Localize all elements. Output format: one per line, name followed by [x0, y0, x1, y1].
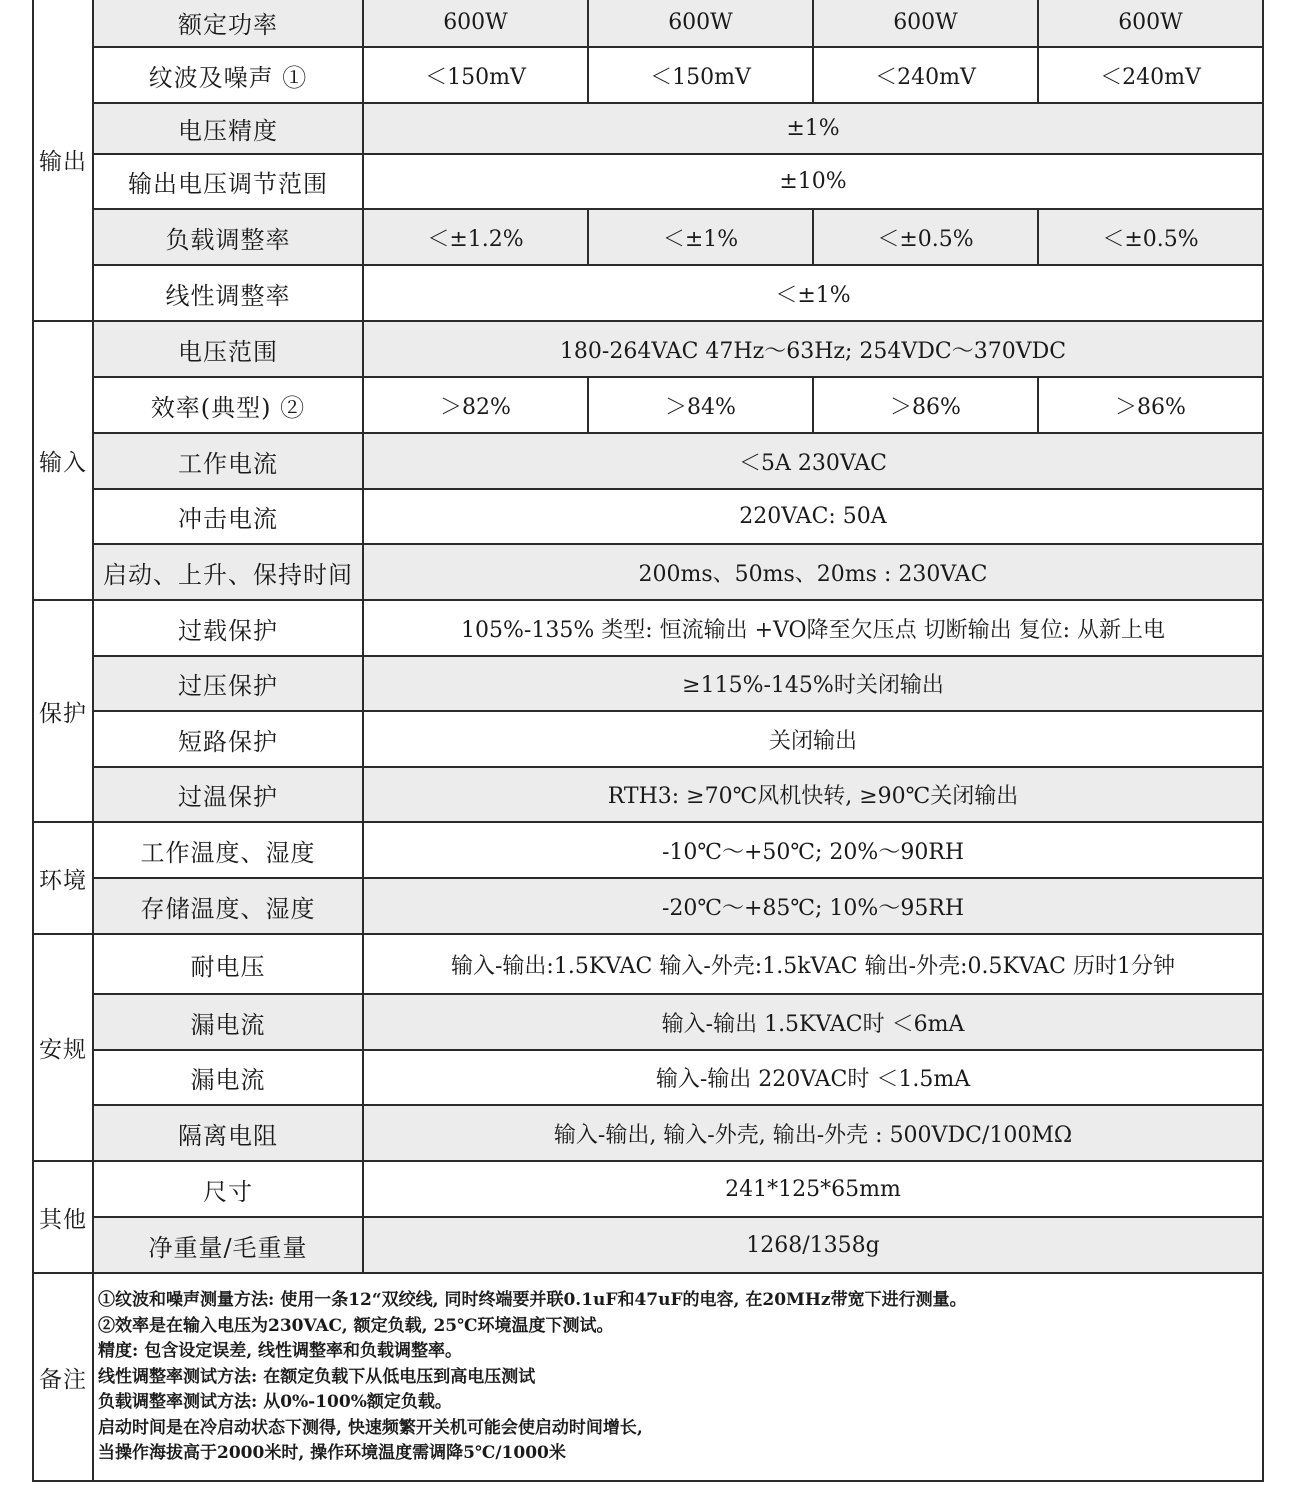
label-line-regulation: 线性调整率	[93, 265, 363, 321]
label-overvoltage: 过压保护	[93, 656, 363, 711]
value-load-regulation-1: ＜±1.2%	[363, 209, 588, 265]
value-short-circuit: 关闭输出	[363, 711, 1263, 767]
label-dimensions: 尺寸	[93, 1161, 363, 1217]
value-efficiency-4: ＞86%	[1038, 377, 1263, 433]
row-voltage-range	[33, 321, 1263, 377]
note-line: 负载调整率测试方法: 从0%-100%额定负载。	[98, 1392, 452, 1412]
row-load-regulation	[33, 209, 1263, 265]
label-withstand: 耐电压	[93, 934, 363, 994]
row-dimensions	[33, 1161, 1263, 1217]
value-leakage-1: 输入-输出 1.5KVAC时 ＜6mA	[363, 994, 1263, 1050]
label-voltage-range: 电压范围	[93, 321, 363, 377]
label-timing: 启动、上升、保持时间	[93, 544, 363, 600]
value-weight: 1268/1358g	[363, 1217, 1263, 1273]
value-withstand: 输入-输出:1.5KVAC 输入-外壳:1.5kVAC 输出-外壳:0.5KVAC 历时1分钟	[363, 934, 1263, 994]
row-op-temp	[33, 822, 1263, 878]
label-storage-temp: 存储温度、湿度	[93, 878, 363, 934]
value-isolation: 输入-输出, 输入-外壳, 输出-外壳 : 500VDC/100MΩ	[363, 1105, 1263, 1161]
row-overvoltage	[33, 656, 1263, 711]
value-efficiency-3: ＞86%	[813, 377, 1038, 433]
row-inrush-current	[33, 489, 1263, 544]
value-voltage-range: 180-264VAC 47Hz～63Hz; 254VDC～370VDC	[363, 321, 1263, 377]
label-isolation: 隔离电阻	[93, 1105, 363, 1161]
label-load-regulation: 负载调整率	[93, 209, 363, 265]
value-load-regulation-2: ＜±1%	[588, 209, 813, 265]
row-leakage-1	[33, 994, 1263, 1050]
row-withstand	[33, 934, 1263, 994]
label-overtemp: 过温保护	[93, 767, 363, 822]
value-rated-power-4: 600W	[1038, 0, 1263, 47]
value-voltage-accuracy: ±1%	[363, 103, 1263, 154]
group-other: 其他	[33, 1161, 93, 1273]
value-storage-temp: -20℃～+85℃; 10%～95RH	[363, 878, 1263, 934]
row-working-current	[33, 433, 1263, 489]
value-dimensions: 241*125*65mm	[363, 1161, 1263, 1217]
row-output-voltage-adj	[33, 154, 1263, 209]
value-overtemp: RTH3: ≥70℃风机快转, ≥90℃关闭输出	[363, 767, 1263, 822]
label-working-current: 工作电流	[93, 433, 363, 489]
group-safety: 安规	[33, 934, 93, 1161]
row-short-circuit	[33, 711, 1263, 767]
value-rated-power-3: 600W	[813, 0, 1038, 47]
label-leakage-2: 漏电流	[93, 1050, 363, 1105]
row-voltage-accuracy	[33, 103, 1263, 154]
label-voltage-accuracy: 电压精度	[93, 103, 363, 154]
value-efficiency-2: ＞84%	[588, 377, 813, 433]
value-ripple-noise-4: ＜240mV	[1038, 47, 1263, 103]
note-line: ①纹波和噪声测量方法: 使用一条12“双绞线, 同时终端要并联0.1uF和47uF的电容, 在20MHz带宽下进行测量。	[98, 1290, 967, 1310]
row-overtemp	[33, 767, 1263, 822]
row-ripple-noise	[33, 47, 1263, 103]
value-leakage-2: 输入-输出 220VAC时 ＜1.5mA	[363, 1050, 1263, 1105]
group-environment: 环境	[33, 822, 93, 934]
row-overload	[33, 600, 1263, 656]
group-protection: 保护	[33, 600, 93, 822]
row-line-regulation	[33, 265, 1263, 321]
value-efficiency-1: ＞82%	[363, 377, 588, 433]
value-ripple-noise-3: ＜240mV	[813, 47, 1038, 103]
notes-block	[93, 1273, 1263, 1481]
value-op-temp: -10℃～+50℃; 20%～90RH	[363, 822, 1263, 878]
value-working-current: ＜5A 230VAC	[363, 433, 1263, 489]
note-line: ②效率是在输入电压为230VAC, 额定负载, 25℃环境温度下测试。	[98, 1315, 614, 1336]
row-storage-temp	[33, 878, 1263, 934]
value-ripple-noise-1: ＜150mV	[363, 47, 588, 103]
label-efficiency: 效率(典型) ②	[93, 377, 363, 433]
value-load-regulation-4: ＜±0.5%	[1038, 209, 1263, 265]
label-weight: 净重量/毛重量	[93, 1217, 363, 1273]
row-timing	[33, 544, 1263, 600]
value-overload: 105%-135% 类型: 恒流输出 +VO降至欠压点 切断输出 复位: 从新上电	[363, 600, 1263, 656]
row-leakage-2	[33, 1050, 1263, 1105]
value-rated-power-1: 600W	[363, 0, 588, 47]
value-inrush-current: 220VAC: 50A	[363, 489, 1263, 544]
value-ripple-noise-2: ＜150mV	[588, 47, 813, 103]
group-input: 输入	[33, 321, 93, 600]
value-overvoltage: ≥115%-145%时关闭输出	[363, 656, 1263, 711]
row-weight	[33, 1217, 1263, 1273]
label-overload: 过载保护	[93, 600, 363, 656]
label-output-voltage-adj: 输出电压调节范围	[93, 154, 363, 209]
value-line-regulation: ＜±1%	[363, 265, 1263, 321]
note-line: 精度: 包含设定误差, 线性调整率和负载调整率。	[98, 1341, 463, 1361]
note-line: 启动时间是在冷启动状态下测得, 快速频繁开关机可能会使启动时间增长,	[98, 1417, 643, 1438]
label-inrush-current: 冲击电流	[93, 489, 363, 544]
row-efficiency	[33, 377, 1263, 433]
label-ripple-noise: 纹波及噪声 ①	[93, 47, 363, 103]
value-output-voltage-adj: ±10%	[363, 154, 1263, 209]
label-short-circuit: 短路保护	[93, 711, 363, 767]
note-line: 线性调整率测试方法: 在额定负载下从低电压到高电压测试	[98, 1366, 536, 1387]
label-rated-power: 额定功率	[93, 0, 363, 47]
group-output: 输出	[33, 0, 93, 321]
row-notes	[33, 1273, 1263, 1481]
row-rated-power	[33, 0, 1263, 47]
value-timing: 200ms、50ms、20ms : 230VAC	[363, 544, 1263, 600]
row-isolation	[33, 1105, 1263, 1161]
label-op-temp: 工作温度、湿度	[93, 822, 363, 878]
value-rated-power-2: 600W	[588, 0, 813, 47]
spec-table	[32, 0, 1264, 1482]
group-notes: 备注	[33, 1273, 93, 1481]
value-load-regulation-3: ＜±0.5%	[813, 209, 1038, 265]
note-line: 当操作海拔高于2000米时, 操作环境温度需调降5℃/1000米	[98, 1443, 566, 1463]
label-leakage-1: 漏电流	[93, 994, 363, 1050]
